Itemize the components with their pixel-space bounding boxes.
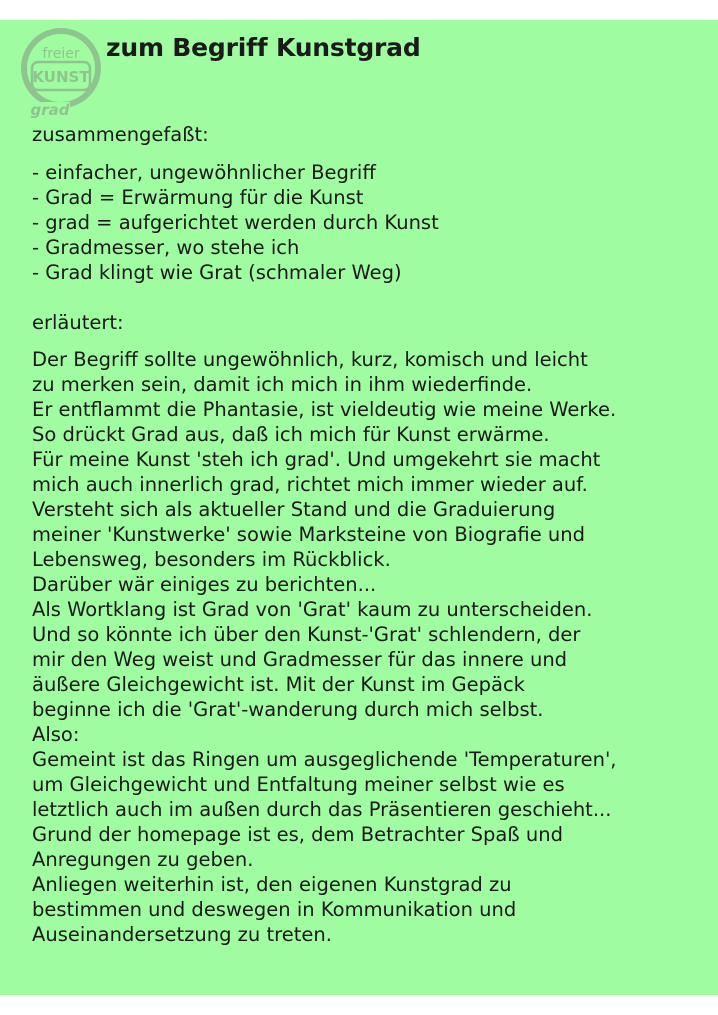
text-line: äußere Gleichgewicht ist. Mit der Kunst im Gepäck (32, 673, 525, 696)
summary-item: - Gradmesser, wo stehe ich (32, 236, 300, 259)
text-line: Auseinandersetzung zu treten. (32, 923, 332, 946)
text-line: Für meine Kunst 'steh ich grad'. Und umgekehrt sie macht (32, 448, 601, 471)
text-line: Der Begriff sollte ungewöhnlich, kurz, komisch und leicht (32, 348, 588, 371)
text-line: Er entflammt die Phantasie, ist vieldeutig wie meine Werke. (32, 398, 617, 421)
text-line: meiner 'Kunstwerke' sowie Marksteine von Biografie und (32, 523, 585, 546)
summary-item: - Grad klingt wie Grat (schmaler Weg) (32, 261, 402, 284)
explanation-text (32, 347, 718, 947)
text-line: mir den Weg weist und Gradmesser für das innere und (32, 648, 568, 671)
summary-item: - Grad = Erwärmung für die Kunst (32, 186, 364, 209)
text-line: bestimmen und deswegen in Kommunikation und (32, 898, 517, 921)
text-line: Darüber wär einiges zu berichten... (32, 573, 377, 596)
logo-word-bottom: grad (30, 101, 70, 118)
text-line: Anliegen weiterhin ist, den eigenen Kunstgrad zu (32, 873, 512, 896)
summary-item: - grad = aufgerichtet werden durch Kunst (32, 211, 439, 234)
text-line: beginne ich die 'Grat'-wanderung durch mich selbst. (32, 698, 544, 721)
explain-label: erläutert: (32, 311, 124, 334)
text-line: Also: (32, 723, 80, 746)
text-line: mich auch innerlich grad, richtet mich immer wieder auf. (32, 473, 588, 496)
summary-label: zusammengefaßt: (32, 123, 209, 146)
text-line: So drückt Grad aus, daß ich mich für Kunst erwärme. (32, 423, 550, 446)
text-line: Anregungen zu geben. (32, 848, 254, 871)
text-line: um Gleichgewicht und Entfaltung meiner selbst wie es (32, 773, 565, 796)
text-line: Versteht sich als aktueller Stand und die Graduierung (32, 498, 556, 521)
page-title: zum Begriff Kunstgrad (106, 33, 421, 62)
freier-kunstgrad-logo (18, 26, 104, 118)
logo-word-top: freier (42, 46, 80, 62)
text-line: Als Wortklang ist Grad von 'Grat' kaum zu unterscheiden. (32, 598, 593, 621)
summary-list (32, 160, 692, 285)
summary-item: - einfacher, ungewöhnlicher Begriff (32, 161, 376, 184)
text-line: letztlich auch im außen durch das Präsentieren geschieht... (32, 798, 612, 821)
text-line: zu merken sein, damit ich mich in ihm wiederfinde. (32, 373, 533, 396)
logo-word-mid: KUNST (32, 68, 90, 86)
text-line: Und so könnte ich über den Kunst-'Grat' schlendern, der (32, 623, 581, 646)
page-content (0, 20, 718, 995)
text-line: Gemeint ist das Ringen um ausgeglichende 'Temperaturen', (32, 748, 617, 771)
text-line: Grund der homepage ist es, dem Betrachter Spaß und (32, 823, 563, 846)
text-line: Lebensweg, besonders im Rückblick. (32, 548, 391, 571)
